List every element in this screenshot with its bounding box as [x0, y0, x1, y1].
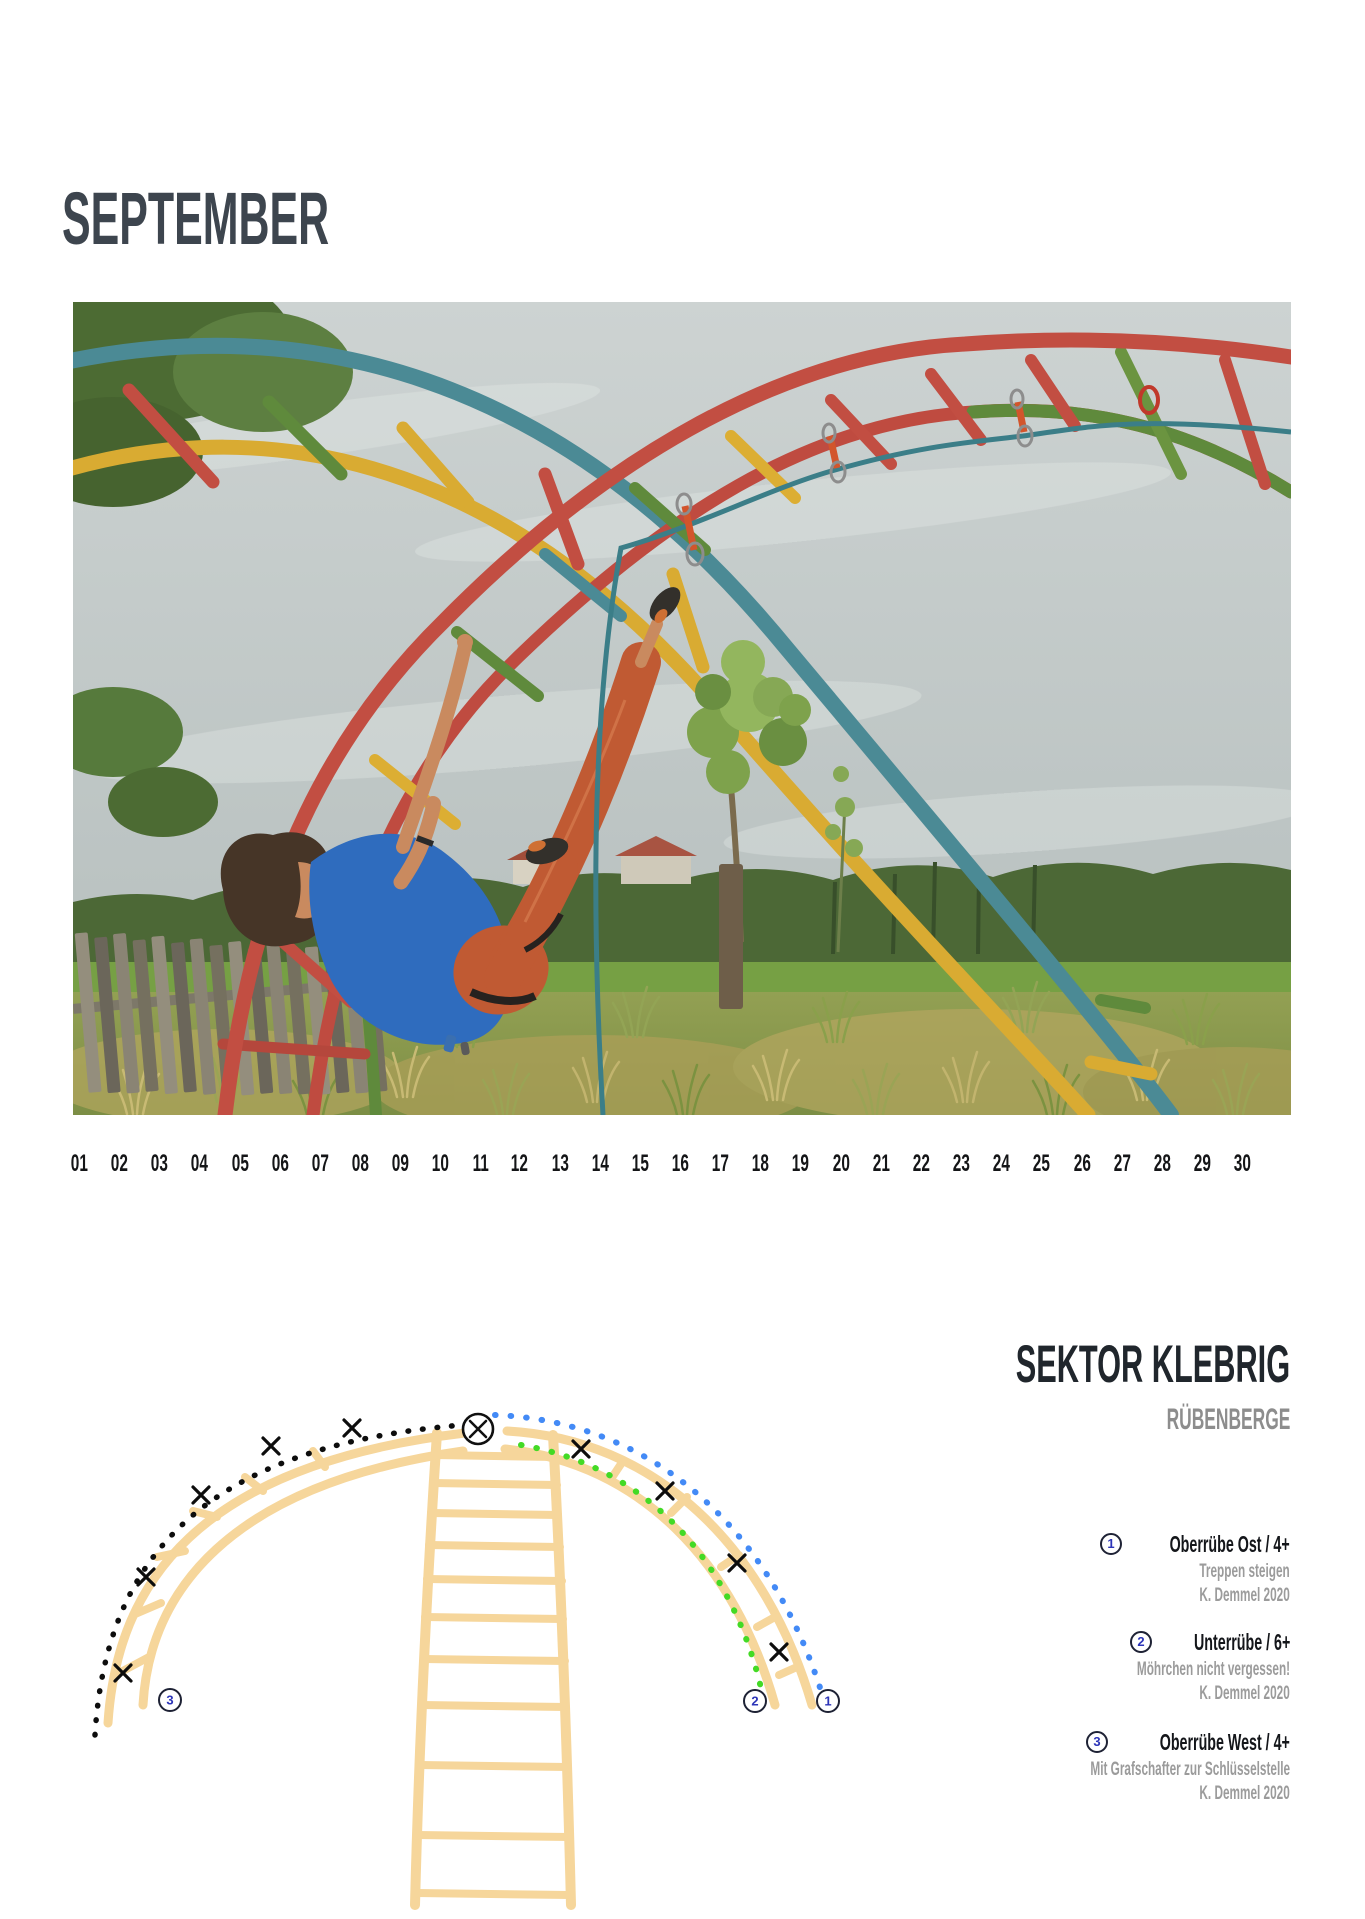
day: 24	[993, 1150, 1011, 1177]
day: 18	[752, 1150, 770, 1177]
svg-text:3: 3	[166, 1692, 174, 1708]
route-entry-3	[968, 1728, 1290, 1804]
day: 30	[1234, 1150, 1252, 1177]
route-3-credit: K. Demmel 2020	[1199, 1783, 1290, 1804]
day: 03	[151, 1150, 169, 1177]
climber-hand-lower	[425, 796, 441, 812]
day: 12	[511, 1150, 529, 1177]
svg-text:1: 1	[824, 1693, 832, 1709]
photo-illustration	[73, 302, 1291, 1115]
day: 19	[792, 1150, 810, 1177]
sector-title: SEKTOR KLEBRIG	[1015, 1335, 1290, 1394]
anchor-icon	[463, 1414, 493, 1444]
page-title	[62, 177, 523, 260]
route-3-number-badge: 3	[1086, 1731, 1108, 1753]
topo-illustration	[75, 1405, 845, 1915]
topo-marker-3	[159, 1689, 181, 1711]
climber-hand-upper	[457, 634, 473, 650]
route-1-number-badge: 1	[1100, 1533, 1122, 1555]
route-1-name: Oberrübe Ost / 4+	[1169, 1531, 1290, 1557]
day: 02	[110, 1150, 129, 1177]
route-2-credit: K. Demmel 2020	[1199, 1683, 1290, 1704]
day: 27	[1113, 1150, 1131, 1177]
route-2-number-badge: 2	[1130, 1631, 1152, 1653]
day: 16	[671, 1150, 689, 1177]
sector-heading	[817, 1335, 1290, 1436]
day: 25	[1033, 1150, 1051, 1177]
route-3-name: Oberrübe West / 4+	[1159, 1729, 1290, 1755]
route-2-description: Möhrchen nicht vergessen!	[1136, 1659, 1290, 1680]
day: 23	[952, 1150, 971, 1177]
day: 04	[191, 1150, 209, 1177]
playground-photo	[73, 302, 1291, 1115]
route-3-heading	[968, 1728, 1290, 1756]
day: 28	[1153, 1150, 1171, 1177]
svg-text:2: 2	[751, 1693, 759, 1709]
day: 15	[631, 1150, 649, 1177]
topo-diagram	[75, 1405, 845, 1915]
date-row	[66, 1150, 1256, 1178]
topo-marker-2	[744, 1690, 766, 1712]
day: 20	[832, 1150, 850, 1177]
route-entry-1	[1096, 1530, 1290, 1606]
day: 26	[1073, 1150, 1091, 1177]
route-1-credit: K. Demmel 2020	[1199, 1585, 1290, 1606]
day: 29	[1193, 1150, 1211, 1177]
wooden-post	[719, 864, 743, 1009]
route-1-heading	[1096, 1530, 1290, 1558]
day: 10	[432, 1150, 450, 1177]
route-1-description: Treppen steigen	[1199, 1561, 1290, 1582]
day: 22	[912, 1150, 930, 1177]
day: 11	[472, 1150, 489, 1177]
day: 14	[591, 1150, 609, 1177]
topo-marker-1	[817, 1690, 839, 1712]
day: 08	[351, 1150, 369, 1177]
day: 06	[271, 1150, 289, 1177]
day: 01	[70, 1150, 88, 1177]
route-2-heading	[1043, 1628, 1290, 1656]
route-entry-2	[1043, 1628, 1290, 1704]
route-3-description: Mit Grafschafter zur Schlüsselstelle	[1090, 1759, 1290, 1780]
day: 09	[392, 1150, 410, 1177]
day: 07	[311, 1150, 329, 1177]
sector-subtitle: RÜBENBERGE	[1166, 1403, 1290, 1436]
day: 21	[872, 1150, 890, 1177]
route-2-name: Unterrübe / 6+	[1193, 1629, 1290, 1655]
month-label: SEPTEMBER	[62, 177, 330, 260]
day: 17	[711, 1150, 730, 1177]
day: 13	[551, 1150, 569, 1177]
day: 05	[231, 1150, 249, 1177]
